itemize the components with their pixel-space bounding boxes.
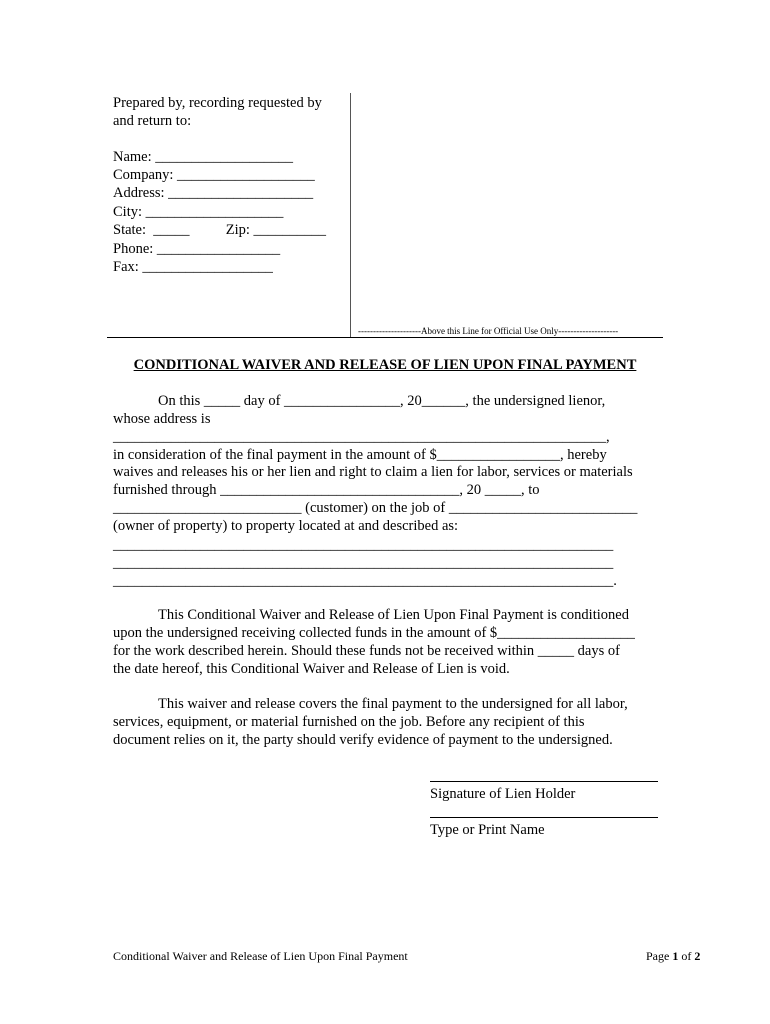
body-line: upon the undersigned receiving collected funds in the amount of $___________________ bbox=[113, 625, 635, 641]
phone-field: Phone: _________________ bbox=[113, 241, 281, 257]
body-line: ____________________________________________________________________, bbox=[113, 429, 610, 445]
body-line: _____________________________________________________________________ bbox=[113, 555, 614, 571]
print-name-line[interactable] bbox=[430, 817, 658, 818]
body-line: furnished through _________________________________, 20 _____, to bbox=[113, 482, 540, 498]
official-use-note: ---------------------Above this Line for Official Use Only-------------------- bbox=[358, 326, 619, 336]
fax-field: Fax: __________________ bbox=[113, 259, 273, 275]
body-line: for the work described herein. Should these funds not be received within _____ days of bbox=[113, 643, 620, 659]
company-field: Company: ___________________ bbox=[113, 167, 315, 183]
city-field: City: ___________________ bbox=[113, 204, 284, 220]
page-of: of bbox=[678, 949, 695, 963]
body-line: waives and releases his or her lien and right to claim a lien for labor, services or materials bbox=[113, 464, 633, 480]
print-name-label: Type or Print Name bbox=[430, 822, 545, 838]
document-title: CONDITIONAL WAIVER AND RELEASE OF LIEN UPON FINAL PAYMENT bbox=[133, 357, 637, 373]
body-line: This waiver and release covers the final payment to the undersigned for all labor, bbox=[158, 696, 628, 712]
body-line: in consideration of the final payment in the amount of $_________________, hereby bbox=[113, 447, 607, 463]
body-line: (owner of property) to property located at and described as: bbox=[113, 518, 459, 534]
page-number bbox=[646, 949, 700, 963]
footer-document-title: Conditional Waiver and Release of Lien Upon Final Payment bbox=[113, 949, 408, 963]
page-prefix: Page bbox=[646, 949, 673, 963]
header-divider-vertical bbox=[350, 93, 351, 337]
body-line: _____________________________________________________________________. bbox=[113, 573, 617, 589]
body-line: On this _____ day of ________________, 20______, the undersigned lienor, bbox=[158, 393, 606, 409]
body-line: the date hereof, this Conditional Waiver and Release of Lien is void. bbox=[113, 661, 510, 677]
address-field: Address: ____________________ bbox=[113, 185, 314, 201]
body-line: document relies on it, the party should verify evidence of payment to the undersigned. bbox=[113, 732, 613, 748]
state-zip-field: State: _____ Zip: __________ bbox=[113, 222, 327, 238]
name-field: Name: ___________________ bbox=[113, 149, 294, 165]
body-line: services, equipment, or material furnished on the job. Before any recipient of this bbox=[113, 714, 585, 730]
page-total: 2 bbox=[694, 949, 701, 963]
prepared-by-line-1: Prepared by, recording requested by bbox=[113, 95, 322, 111]
body-line: _____________________________________________________________________ bbox=[113, 537, 614, 553]
prepared-by-line-2: and return to: bbox=[113, 113, 192, 129]
signature-label: Signature of Lien Holder bbox=[430, 786, 576, 802]
signature-line[interactable] bbox=[430, 781, 658, 782]
page-current: 1 bbox=[672, 949, 679, 963]
body-line: whose address is bbox=[113, 411, 211, 427]
body-line: This Conditional Waiver and Release of Lien Upon Final Payment is conditioned bbox=[158, 607, 629, 623]
body-line: __________________________ (customer) on the job of __________________________ bbox=[113, 500, 638, 516]
header-divider-horizontal bbox=[107, 337, 663, 338]
